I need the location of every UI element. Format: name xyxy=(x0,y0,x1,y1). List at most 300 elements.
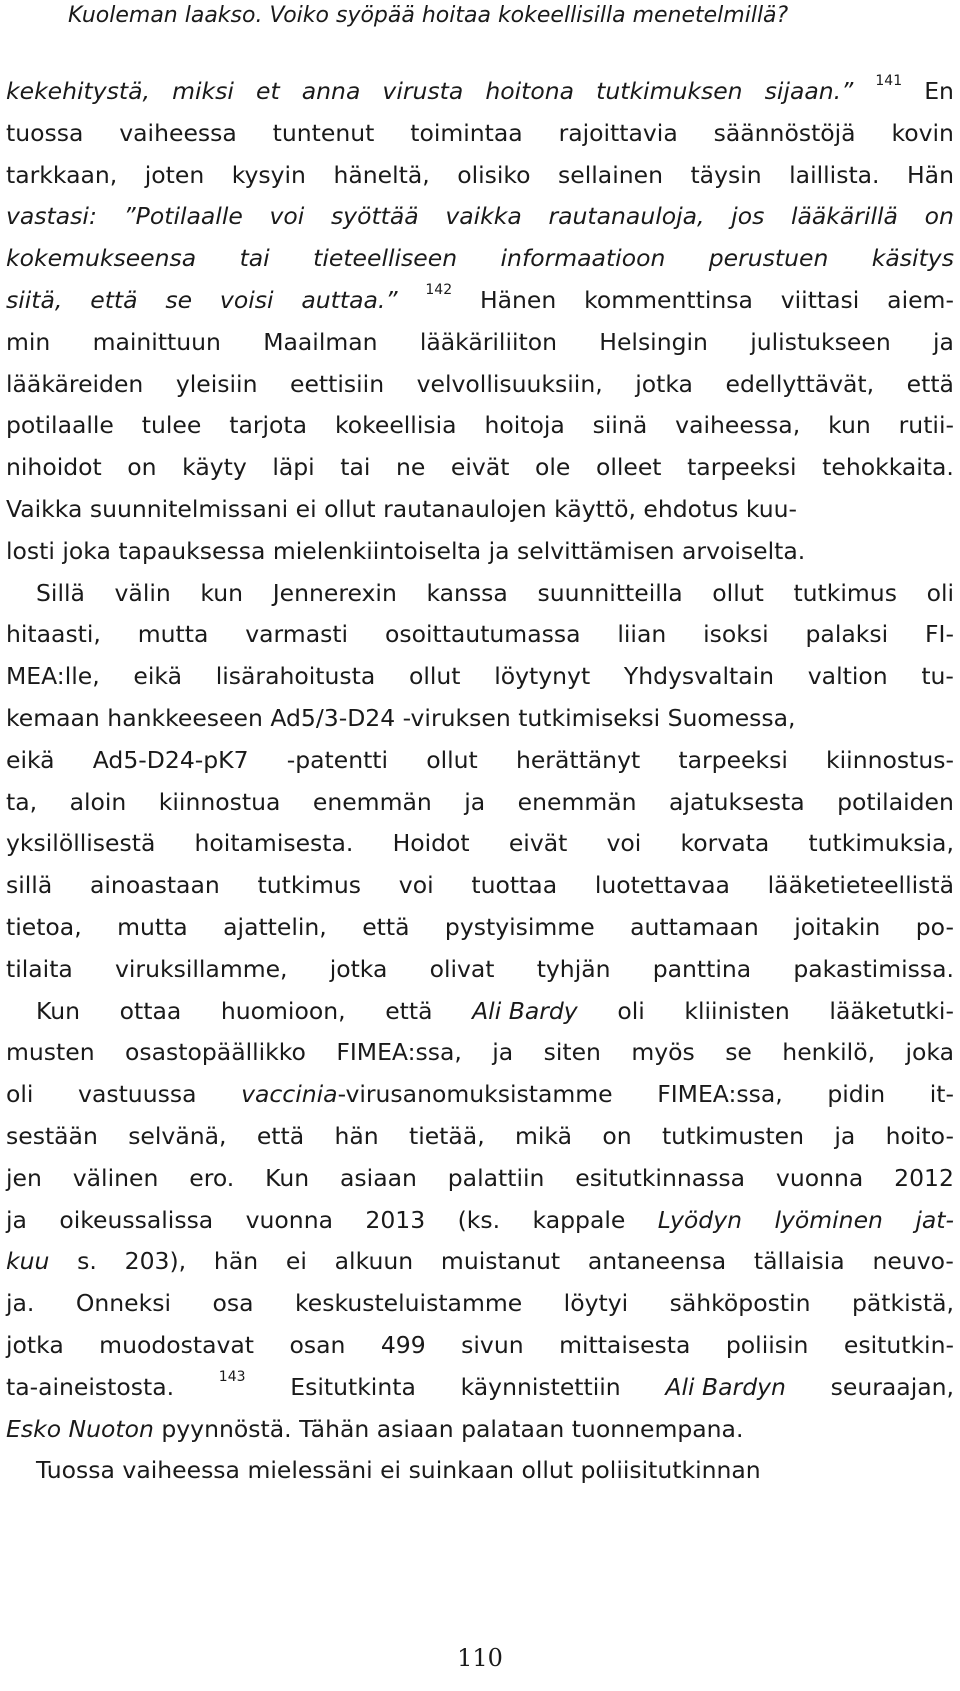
word: Tuossa xyxy=(36,1456,123,1485)
footnote-ref: 142 xyxy=(425,282,453,298)
word: tarjota xyxy=(229,411,308,440)
word: välin xyxy=(114,578,171,607)
word: En xyxy=(924,77,954,105)
word: hän xyxy=(334,1122,379,1150)
word: joka xyxy=(905,1038,954,1067)
word: tutkimus xyxy=(257,871,362,900)
word: arvoiselta. xyxy=(682,536,806,565)
word: palattiin xyxy=(447,1163,545,1192)
text-line xyxy=(6,1240,954,1283)
word: sivun xyxy=(461,1331,524,1359)
word: siten xyxy=(543,1038,601,1067)
text-line xyxy=(6,1199,954,1242)
word: jen xyxy=(6,1163,42,1192)
word: kekehitystä, xyxy=(6,77,151,105)
text-line xyxy=(6,1366,954,1409)
word: joitakin xyxy=(794,913,881,941)
word: osastopäällikko xyxy=(125,1038,306,1067)
word: oli xyxy=(6,1080,34,1109)
word: joka xyxy=(62,536,119,565)
text-line xyxy=(6,1408,954,1451)
word: ja xyxy=(464,787,486,816)
word: ole xyxy=(535,453,571,482)
text-line xyxy=(6,948,954,991)
word: Suomessa, xyxy=(667,704,796,732)
word: auttamaan xyxy=(630,913,759,941)
word: olivat xyxy=(429,954,495,983)
word: keskusteluistamme xyxy=(294,1289,523,1318)
word: selvittämisen xyxy=(517,536,683,565)
word: yleisiin xyxy=(175,369,258,398)
text-line xyxy=(6,321,954,364)
word: pakastimissa. xyxy=(793,954,954,983)
word: mielenkiintoiselta xyxy=(272,536,489,565)
word: eivät xyxy=(450,453,510,482)
word: se xyxy=(725,1038,752,1067)
word: jotka xyxy=(6,1331,64,1359)
text-line xyxy=(6,279,954,322)
word: osa xyxy=(212,1289,254,1318)
text-line xyxy=(6,1282,954,1325)
word: lääketutki- xyxy=(829,996,954,1025)
word: ja xyxy=(488,536,518,565)
word: eettisiin xyxy=(290,369,385,398)
word: virusta xyxy=(382,77,464,105)
word: kiinnostus- xyxy=(826,745,954,774)
word: tutkimuksia, xyxy=(808,829,954,858)
word: lisärahoitusta xyxy=(215,662,376,691)
word: 2012 xyxy=(894,1163,954,1192)
word: Maailman xyxy=(263,327,378,356)
word: voi xyxy=(398,871,434,900)
word: tu- xyxy=(921,662,954,691)
text-line xyxy=(6,1073,954,1116)
word: s. xyxy=(77,1247,97,1276)
word: kovin xyxy=(891,118,954,147)
word: auttaa.” xyxy=(301,286,398,314)
text-line xyxy=(6,739,954,782)
word: kysyin xyxy=(231,160,306,189)
text-line xyxy=(6,781,954,824)
text-line xyxy=(6,864,954,907)
word: rutii- xyxy=(898,411,954,440)
word: kuu- xyxy=(745,495,798,523)
word: myös xyxy=(631,1038,695,1067)
word: tutkimusten xyxy=(661,1122,805,1150)
word: tilaita xyxy=(6,954,73,983)
word: voisi xyxy=(219,286,274,314)
word: ei xyxy=(295,495,325,523)
word: mainittuun xyxy=(92,327,221,356)
word: ollut xyxy=(324,495,384,523)
word: ne xyxy=(396,453,426,482)
word: rautanaulojen xyxy=(383,495,555,523)
word: osan xyxy=(289,1331,346,1359)
word: ja. xyxy=(6,1289,35,1318)
word: ollut xyxy=(521,1456,581,1485)
word: rajoittavia xyxy=(558,118,678,147)
word: korvata xyxy=(680,829,770,858)
word: Onneksi xyxy=(75,1289,171,1318)
word: osoittautumassa xyxy=(384,620,581,649)
word: kliinisten xyxy=(684,996,790,1025)
word: että xyxy=(362,913,410,941)
word: tyhjän xyxy=(536,954,611,983)
word: tai xyxy=(340,453,371,482)
word: esitutkinnassa xyxy=(575,1163,746,1192)
word: sellainen xyxy=(558,160,663,189)
word: valtion xyxy=(807,662,888,691)
word: ja xyxy=(932,327,954,356)
word: it- xyxy=(929,1080,954,1109)
word: tarpeeksi xyxy=(678,745,788,774)
word: isoksi xyxy=(703,620,769,649)
text-line xyxy=(6,154,954,197)
word: vuonna xyxy=(245,1205,333,1234)
word: Vaikka xyxy=(6,495,90,523)
footnote-ref: 143 xyxy=(218,1368,246,1385)
text-line xyxy=(6,1031,954,1074)
word: yksilöllisestä xyxy=(6,829,156,858)
word: FIMEA:ssa, xyxy=(336,1038,462,1067)
word: aloin xyxy=(69,787,127,816)
word: aiem- xyxy=(887,286,954,314)
word: Ali Bardyn xyxy=(665,1372,786,1401)
word: tuntenut xyxy=(272,118,375,147)
word: siitä, xyxy=(6,286,63,314)
text-line xyxy=(6,404,954,447)
word: voi xyxy=(606,829,642,858)
word: lääkäriliiton xyxy=(419,327,558,356)
word: tarkkaan, xyxy=(6,160,118,189)
word: Lyödyn xyxy=(657,1205,743,1234)
word: ja xyxy=(834,1122,856,1150)
word: kanssa xyxy=(426,578,508,607)
word: säännöstöjä xyxy=(713,118,856,147)
word: löytyi xyxy=(563,1289,629,1318)
word: pätkistä, xyxy=(851,1289,954,1318)
word: voi xyxy=(269,202,305,231)
word: et xyxy=(255,77,280,105)
word: varmasti xyxy=(245,620,349,649)
word: se xyxy=(165,286,193,314)
word: Hän xyxy=(907,160,954,189)
word: hitaasti, xyxy=(6,620,101,649)
word: ollut xyxy=(408,662,461,691)
word: tai xyxy=(239,244,270,273)
word: ja xyxy=(6,1205,27,1234)
word: Yhdysvaltain xyxy=(623,662,775,691)
word: pystyisimme xyxy=(444,913,595,941)
word: poliisin xyxy=(725,1331,809,1359)
word: viruksillamme, xyxy=(114,954,288,983)
word: täysin xyxy=(690,160,762,189)
word: 2013 xyxy=(365,1205,426,1234)
word: että xyxy=(385,996,433,1025)
word: tutkimus xyxy=(793,578,897,607)
word: huomioon, xyxy=(220,996,346,1025)
word: Hoidot xyxy=(392,829,470,858)
word: tällaisia xyxy=(753,1247,845,1276)
word: käynnistettiin xyxy=(460,1372,621,1401)
word: oli xyxy=(926,578,954,607)
word: laillista. xyxy=(789,160,880,189)
text-line xyxy=(6,237,954,280)
word: FIMEA:ssa, xyxy=(657,1080,783,1109)
word: jos xyxy=(731,202,765,231)
text-line xyxy=(6,1115,954,1158)
word: neuvo- xyxy=(872,1247,954,1276)
word: vastuussa xyxy=(78,1080,197,1109)
word: -viruksen xyxy=(402,704,519,732)
word: hankkeeseen xyxy=(107,704,271,732)
word: vastasi: xyxy=(6,202,97,231)
word: -patentti xyxy=(286,745,389,774)
word: kun xyxy=(200,578,244,607)
word: potilaalle xyxy=(6,411,114,440)
text-line xyxy=(6,112,954,155)
word: on xyxy=(602,1122,632,1150)
word: hoito- xyxy=(885,1122,954,1150)
word: lyöminen xyxy=(774,1205,883,1234)
word: edellyttävät, xyxy=(725,369,875,398)
word: Tähän xyxy=(299,1414,377,1443)
word: jat- xyxy=(915,1205,954,1234)
word: olisiko xyxy=(457,160,531,189)
word: on xyxy=(924,202,954,231)
word: kokemukseensa xyxy=(6,244,197,273)
word: olleet xyxy=(595,453,662,482)
word: Hänen xyxy=(479,286,557,314)
text-line xyxy=(6,1157,954,1200)
word: lääkärillä xyxy=(790,202,898,231)
word: että xyxy=(906,369,954,398)
word: Ali Bardy xyxy=(472,996,578,1025)
word: sestään xyxy=(6,1122,98,1150)
word: käyttö, xyxy=(554,495,644,523)
footnote-ref: 141 xyxy=(875,73,903,89)
word: että xyxy=(90,286,138,314)
word: tuottaa xyxy=(471,871,558,900)
word: ainoastaan xyxy=(90,871,220,900)
text-line xyxy=(6,906,954,949)
word: miksi xyxy=(172,77,234,105)
word: muodostavat xyxy=(99,1331,255,1359)
text-line xyxy=(6,363,954,406)
word: häneltä, xyxy=(333,160,430,189)
word: palataan xyxy=(461,1414,572,1443)
word: suunnitteilla xyxy=(537,578,683,607)
word: losti xyxy=(6,536,63,565)
word: oikeussalissa xyxy=(59,1205,214,1234)
text-line xyxy=(6,488,954,531)
word: Sillä xyxy=(36,578,85,607)
word: mikä xyxy=(515,1122,573,1150)
word: tietää, xyxy=(408,1122,485,1150)
text-line xyxy=(6,613,954,656)
word: tietoa, xyxy=(6,913,82,941)
word: eikä xyxy=(6,745,55,774)
word: hän xyxy=(213,1247,259,1276)
word: kemaan xyxy=(6,704,108,732)
word: ajattelin, xyxy=(223,913,327,941)
word: tulee xyxy=(141,411,202,440)
word: pidin xyxy=(827,1080,886,1109)
word: ehdotus xyxy=(643,495,746,523)
word: käyty xyxy=(182,453,247,482)
word: ei xyxy=(380,1456,409,1485)
word: suinkaan xyxy=(408,1456,522,1485)
word: Kun xyxy=(36,996,81,1025)
word: eikä xyxy=(133,662,182,691)
word: Esko Nuoton xyxy=(6,1414,162,1443)
word: tieteelliseen xyxy=(313,244,458,273)
word: tutkimiseksi xyxy=(518,704,668,732)
word: 499 xyxy=(380,1331,426,1359)
word: musten xyxy=(6,1038,95,1067)
word: poliisitutkinnan xyxy=(580,1456,761,1485)
text-line xyxy=(6,697,954,740)
word: hoitamisesta. xyxy=(194,829,354,858)
word: perustuen xyxy=(708,244,829,273)
word: kommenttinsa xyxy=(584,286,753,314)
word: mielessäni xyxy=(247,1456,381,1485)
word: kuu xyxy=(6,1247,50,1276)
word: joten xyxy=(144,160,205,189)
word: mutta xyxy=(117,913,188,941)
word: ta-aineistosta. xyxy=(6,1372,175,1401)
word: vuonna xyxy=(775,1163,864,1192)
word: ja xyxy=(492,1038,514,1067)
word: sillä xyxy=(6,871,53,900)
word: kappale xyxy=(532,1205,626,1234)
text-line xyxy=(6,1324,954,1367)
word-mixed: vaccinia-virusanomuksistamme xyxy=(241,1080,613,1109)
word: sijaan.” xyxy=(764,77,854,105)
word: vaiheessa xyxy=(122,1456,248,1485)
word: alkuun xyxy=(334,1247,414,1276)
word: enemmän xyxy=(517,787,637,816)
word: toimintaa xyxy=(410,118,523,147)
word: mutta xyxy=(137,620,209,649)
word: viittasi xyxy=(780,286,860,314)
word: tarpeeksi xyxy=(687,453,797,482)
word: vaiheessa xyxy=(119,118,237,147)
word: kun xyxy=(828,411,871,440)
word: sähköpostin xyxy=(669,1289,811,1318)
text-line xyxy=(6,446,954,489)
word: seuraajan, xyxy=(830,1372,954,1401)
word: ollut xyxy=(712,578,764,607)
word: asiaan xyxy=(340,1163,417,1192)
word: panttina xyxy=(652,954,752,983)
word: käsitys xyxy=(871,244,954,273)
word: ei xyxy=(285,1247,307,1276)
text-line xyxy=(6,70,954,113)
word: palaksi xyxy=(805,620,889,649)
word: informaatioon xyxy=(500,244,666,273)
word: esitutkin- xyxy=(843,1331,954,1359)
word: enemmän xyxy=(312,787,432,816)
word: vaikka xyxy=(445,202,522,231)
word: tapauksessa xyxy=(118,536,273,565)
word: hoitona xyxy=(485,77,575,105)
word: julistukseen xyxy=(750,327,891,356)
word: potilaiden xyxy=(837,787,954,816)
word: min xyxy=(6,327,51,356)
word: ta, xyxy=(6,787,38,816)
word: po- xyxy=(915,913,954,941)
word: FI- xyxy=(925,620,954,649)
word: jotka xyxy=(329,954,388,983)
word: hoitoja xyxy=(484,411,565,440)
word: läpi xyxy=(272,453,315,482)
word: ollut xyxy=(426,745,478,774)
text-line xyxy=(6,655,954,698)
word: nihoidot xyxy=(6,453,102,482)
word: Kun xyxy=(265,1163,310,1192)
word: on xyxy=(127,453,157,482)
word: lääkäreiden xyxy=(6,369,144,398)
word: suunnitelmissani xyxy=(89,495,296,523)
word: välinen xyxy=(72,1163,159,1192)
text-line xyxy=(6,1449,954,1492)
text-line xyxy=(6,822,954,865)
word: anna xyxy=(301,77,361,105)
word: MEA:lle, xyxy=(6,662,100,691)
word: tuonnempana. xyxy=(571,1414,744,1443)
word: selvänä, xyxy=(128,1122,227,1150)
text-line xyxy=(6,990,954,1033)
running-header: Kuoleman laakso. Voiko syöpää hoitaa kokeellisilla menetelmillä? xyxy=(68,3,789,28)
word: Helsingin xyxy=(599,327,708,356)
word: lääketieteellistä xyxy=(767,871,954,900)
word: pyynnöstä. xyxy=(161,1414,300,1443)
word: eivät xyxy=(508,829,568,858)
word: kokeellisia xyxy=(334,411,457,440)
word: vaiheessa, xyxy=(675,411,801,440)
word: oli xyxy=(617,996,645,1025)
word: antaneensa xyxy=(587,1247,727,1276)
word: ”Potilaalle xyxy=(123,202,243,231)
word: kiinnostua xyxy=(158,787,281,816)
word: 203), xyxy=(124,1247,187,1276)
word: ottaa xyxy=(119,996,182,1025)
page-number: 110 xyxy=(457,1644,503,1672)
word: tehokkaita. xyxy=(822,453,954,482)
text-line xyxy=(6,572,954,615)
word: tutkimuksen xyxy=(596,77,743,105)
word: ajatuksesta xyxy=(669,787,805,816)
word: henkilö, xyxy=(782,1038,876,1067)
word: että xyxy=(256,1122,305,1150)
word: asiaan xyxy=(376,1414,462,1443)
text-line xyxy=(6,195,954,238)
word: muistanut xyxy=(440,1247,561,1276)
word: ero. xyxy=(189,1163,235,1192)
word: rautanauloja, xyxy=(548,202,705,231)
word: Esitutkinta xyxy=(290,1372,416,1401)
text-line xyxy=(6,530,954,573)
word: liian xyxy=(617,620,667,649)
word: mittaisesta xyxy=(559,1331,691,1359)
word: Ad5-D24-pK7 xyxy=(92,745,249,774)
word: siinä xyxy=(592,411,648,440)
word: Jennerexin xyxy=(272,578,397,607)
word: syöttää xyxy=(330,202,419,231)
word: herättänyt xyxy=(515,745,641,774)
word: tuossa xyxy=(6,118,84,147)
